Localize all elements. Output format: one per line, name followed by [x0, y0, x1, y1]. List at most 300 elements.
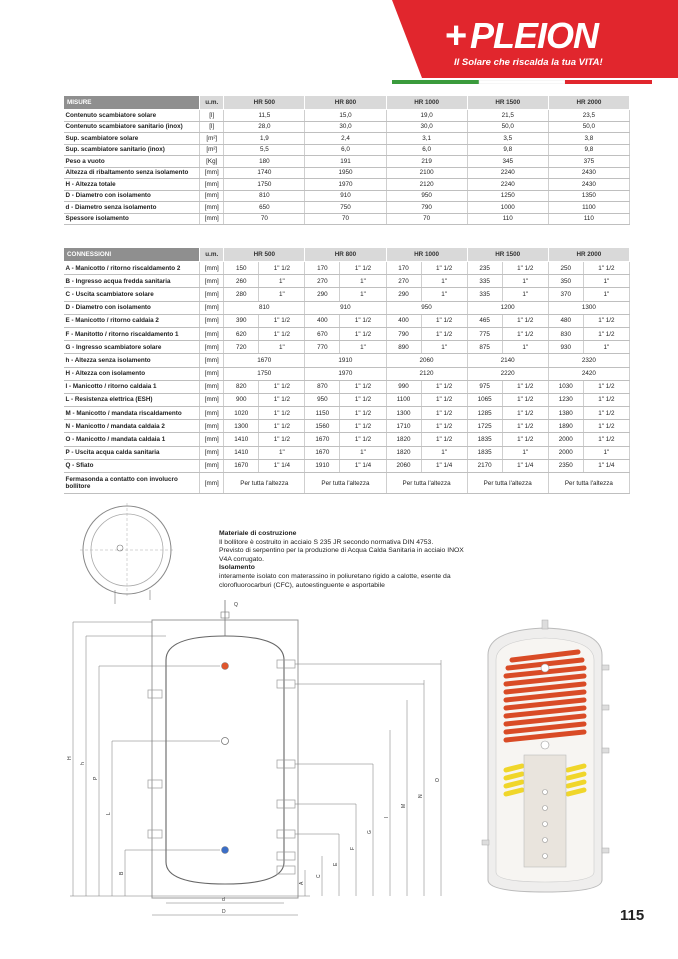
table-cell: 1" 1/2 — [340, 380, 386, 393]
table-cell: 400 — [305, 314, 340, 327]
table-cell: 875 — [467, 341, 502, 354]
table-cell: 1" 1/2 — [583, 327, 629, 340]
table-cell: 2240 — [467, 167, 548, 179]
connessioni-header-cell: HR 2000 — [548, 248, 629, 262]
table-cell: 1" 1/2 — [502, 262, 548, 275]
table-cell: 1" 1/2 — [502, 314, 548, 327]
material-title: Materiale di costruzione — [219, 530, 297, 537]
table-cell: 1835 — [467, 446, 502, 459]
row-label: O - Manicotto / mandata caldaia 1 — [64, 433, 200, 446]
table-cell: 11,5 — [224, 110, 305, 122]
table-cell: 350 — [548, 275, 583, 288]
row-unit: [mm] — [200, 327, 224, 340]
table-cell: 1" 1/2 — [340, 327, 386, 340]
connessioni-header-cell: HR 500 — [224, 248, 305, 262]
table-cell: 390 — [224, 314, 259, 327]
table-cell: 50,0 — [467, 121, 548, 133]
insulation-line: clorofluorocarburi (CFC), autoestinguente e asportabile — [219, 581, 385, 589]
table-cell: 1" 1/4 — [340, 459, 386, 472]
table-cell: 110 — [467, 213, 548, 225]
table-cell: 1300 — [548, 301, 629, 314]
table-cell: 2,4 — [305, 133, 386, 145]
table-cell: 1230 — [548, 393, 583, 406]
table-cell: 830 — [548, 327, 583, 340]
table-cell: 1" 1/2 — [259, 380, 305, 393]
table-cell: 19,0 — [386, 110, 467, 122]
table-cell: Per tutta l'altezza — [386, 473, 467, 494]
row-unit: [l] — [200, 110, 224, 122]
table-cell: 2240 — [467, 179, 548, 191]
table-cell: 1" — [340, 288, 386, 301]
table-cell: 1" 1/2 — [583, 433, 629, 446]
table-cell: 170 — [386, 262, 421, 275]
table-cell: 191 — [305, 156, 386, 168]
table-cell: 1030 — [548, 380, 583, 393]
dimension-label-right: A — [299, 881, 305, 885]
row-label: E - Manicotto / ritorno caldaia 2 — [64, 314, 200, 327]
dimension-label-right: C — [316, 874, 322, 878]
table-cell: 1" — [340, 275, 386, 288]
table-cell: 1" — [421, 341, 467, 354]
table-cell: 2120 — [386, 367, 467, 380]
table-cell: 1020 — [224, 407, 259, 420]
table-cell: 1" 1/2 — [421, 393, 467, 406]
table-cell: 1" 1/2 — [340, 393, 386, 406]
table-cell: 465 — [467, 314, 502, 327]
table-cell: 1750 — [224, 367, 305, 380]
misure-header-cell: MISURE — [64, 96, 200, 110]
table-cell: 1" 1/2 — [340, 433, 386, 446]
row-unit: [mm] — [200, 420, 224, 433]
dimension-label-left: L — [106, 812, 112, 815]
diameter-small-label: d — [222, 897, 225, 903]
table-cell: 2320 — [548, 354, 629, 367]
table-cell: 1300 — [386, 407, 421, 420]
row-label: D - Diametro con isolamento — [64, 301, 200, 314]
table-cell: 1" — [340, 446, 386, 459]
material-line: Previsto di serpentino per la produzione di Acqua Calda Sanitaria in acciaio INOX — [219, 547, 464, 555]
table-cell: 335 — [467, 288, 502, 301]
table-cell: 1910 — [305, 459, 340, 472]
dimension-label-left: h — [80, 762, 86, 765]
table-cell: 1" 1/2 — [502, 393, 548, 406]
row-unit: [mm] — [200, 288, 224, 301]
row-unit: [mm] — [200, 380, 224, 393]
table-cell: 1670 — [305, 446, 340, 459]
row-label: A - Manicotto / ritorno riscaldamento 2 — [64, 262, 200, 275]
table-cell: 280 — [224, 288, 259, 301]
table-cell: 1" 1/2 — [583, 262, 629, 275]
row-unit: [mm] — [200, 275, 224, 288]
table-cell: 1" — [583, 341, 629, 354]
row-label: Fermasonda a contatto con involucro bollitore — [64, 473, 200, 494]
table-cell: 1" 1/4 — [421, 459, 467, 472]
table-cell: 1" 1/2 — [502, 420, 548, 433]
row-label: M - Manicotto / mandata riscaldamento — [64, 407, 200, 420]
table-cell: 1725 — [467, 420, 502, 433]
table-cell: 1" — [502, 446, 548, 459]
row-unit: [mm] — [200, 367, 224, 380]
table-cell: 290 — [305, 288, 340, 301]
table-cell: 1" 1/2 — [259, 314, 305, 327]
table-cell: 260 — [224, 275, 259, 288]
table-cell: 1" 1/2 — [421, 380, 467, 393]
table-cell: 910 — [305, 190, 386, 202]
table-cell: 6,0 — [305, 144, 386, 156]
brand-plus-icon: + — [445, 15, 468, 57]
row-label: Peso a vuoto — [64, 156, 200, 168]
row-label: L - Resistenza elettrica (ESH) — [64, 393, 200, 406]
table-cell: 1670 — [224, 354, 305, 367]
table-cell: 70 — [305, 213, 386, 225]
table-cell: 1" — [583, 275, 629, 288]
material-line: V4A corrugato. — [219, 555, 264, 563]
row-label: Sup. scambiatore sanitario (inox) — [64, 144, 200, 156]
mid-connection-marker — [222, 738, 229, 745]
table-cell: 1910 — [305, 354, 386, 367]
table-cell: 21,5 — [467, 110, 548, 122]
table-cell: 930 — [548, 341, 583, 354]
table-cell: 2060 — [386, 354, 467, 367]
table-cell: 1065 — [467, 393, 502, 406]
top-view-drawing — [80, 503, 174, 604]
table-cell: 1950 — [305, 167, 386, 179]
table-cell: 1" 1/2 — [421, 262, 467, 275]
row-unit: [mm] — [200, 341, 224, 354]
table-cell: 3,8 — [548, 133, 629, 145]
row-unit: [mm] — [200, 179, 224, 191]
table-cell: 180 — [224, 156, 305, 168]
dimension-label-left: H — [67, 756, 73, 760]
table-cell: 1710 — [386, 420, 421, 433]
table-cell: 1" 1/2 — [583, 393, 629, 406]
table-cell: 2350 — [548, 459, 583, 472]
table-cell: 810 — [224, 301, 305, 314]
table-cell: 1890 — [548, 420, 583, 433]
dimension-label-right: M — [401, 803, 407, 808]
table-cell: 1100 — [548, 202, 629, 214]
dimension-label-right: O — [435, 778, 441, 782]
table-cell: 15,0 — [305, 110, 386, 122]
misure-header-cell: HR 500 — [224, 96, 305, 110]
table-cell: 950 — [305, 393, 340, 406]
table-cell: 370 — [548, 288, 583, 301]
table-cell: 270 — [305, 275, 340, 288]
table-cell: 9,8 — [548, 144, 629, 156]
row-label: h - Altezza senza isolamento — [64, 354, 200, 367]
material-line: Il bollitore è costruito in acciaio S 235 JR secondo normativa DIN 4753. — [219, 538, 434, 546]
dimension-label-left: B — [119, 871, 125, 875]
table-cell: 1" 1/2 — [421, 327, 467, 340]
table-cell: 1" — [259, 341, 305, 354]
table-cell: 2000 — [548, 433, 583, 446]
table-cell: 950 — [386, 190, 467, 202]
table-cell: 235 — [467, 262, 502, 275]
row-unit: [mm] — [200, 446, 224, 459]
dimension-label-right: F — [350, 846, 356, 850]
table-cell: 1" — [583, 446, 629, 459]
table-cell: 1" 1/2 — [583, 420, 629, 433]
table-cell: 375 — [548, 156, 629, 168]
connessioni-header-cell: HR 1500 — [467, 248, 548, 262]
table-cell: 1" 1/2 — [259, 327, 305, 340]
table-cell: 1" 1/2 — [259, 433, 305, 446]
row-label: Altezza di ribaltamento senza isolamento — [64, 167, 200, 179]
table-cell: 1380 — [548, 407, 583, 420]
table-cell: 720 — [224, 341, 259, 354]
table-cell: 1670 — [305, 433, 340, 446]
table-cell: 1" 1/2 — [502, 327, 548, 340]
hot-connection-marker — [222, 663, 229, 670]
row-label: Contenuto scambiatore solare — [64, 110, 200, 122]
table-cell: 1820 — [386, 446, 421, 459]
table-cell: 70 — [386, 213, 467, 225]
table-cell: 110 — [548, 213, 629, 225]
table-cell: 975 — [467, 380, 502, 393]
table-cell: 1" — [583, 288, 629, 301]
table-cell: 1000 — [467, 202, 548, 214]
table-cell: 870 — [305, 380, 340, 393]
dimension-label-right: I — [384, 816, 390, 818]
table-cell: 335 — [467, 275, 502, 288]
misure-header-cell: HR 1000 — [386, 96, 467, 110]
table-cell: 170 — [305, 262, 340, 275]
row-unit: [l] — [200, 121, 224, 133]
table-cell: 775 — [467, 327, 502, 340]
row-label: Spessore isolamento — [64, 213, 200, 225]
misure-header-cell: HR 2000 — [548, 96, 629, 110]
insulation-line: interamente isolato con materassino in poliuretano rigido a calotte, esente da — [219, 572, 451, 580]
misure-header-cell: HR 1500 — [467, 96, 548, 110]
row-label: Q - Sfiato — [64, 459, 200, 472]
table-cell: 1300 — [224, 420, 259, 433]
table-cell: 2060 — [386, 459, 421, 472]
table-cell: 1" — [421, 446, 467, 459]
table-cell: 650 — [224, 202, 305, 214]
table-cell: 1" 1/2 — [421, 407, 467, 420]
dimension-label-right: N — [418, 794, 424, 798]
table-cell: 5,5 — [224, 144, 305, 156]
table-cell: 3,1 — [386, 133, 467, 145]
table-cell: 30,0 — [386, 121, 467, 133]
table-cell: 400 — [386, 314, 421, 327]
table-cell: 1820 — [386, 433, 421, 446]
row-unit: [mm] — [200, 167, 224, 179]
brand-logo-text: PLEION — [470, 15, 599, 56]
cold-connection-marker — [222, 847, 229, 854]
table-cell: 1410 — [224, 433, 259, 446]
table-cell: 1" — [502, 275, 548, 288]
row-unit: [mm] — [200, 354, 224, 367]
table-cell: 910 — [305, 301, 386, 314]
table-cell: 1" — [259, 275, 305, 288]
table-cell: 820 — [224, 380, 259, 393]
row-unit: [m²] — [200, 144, 224, 156]
table-cell: 1" 1/2 — [340, 407, 386, 420]
row-label: D - Diametro con isolamento — [64, 190, 200, 202]
row-label: H - Altezza totale — [64, 179, 200, 191]
row-label: H - Altezza con isolamento — [64, 367, 200, 380]
row-unit: [mm] — [200, 459, 224, 472]
table-cell: 1" 1/2 — [583, 314, 629, 327]
table-cell: 810 — [224, 190, 305, 202]
table-cell: 1250 — [467, 190, 548, 202]
connessioni-header-cell: u.m. — [200, 248, 224, 262]
table-cell: 790 — [386, 202, 467, 214]
row-label: N - Manicotto / mandata caldaia 2 — [64, 420, 200, 433]
table-cell: 1560 — [305, 420, 340, 433]
table-cell: 1970 — [305, 179, 386, 191]
table-cell: 1" 1/2 — [340, 314, 386, 327]
row-label: F - Manitotto / ritorno riscaldamento 1 — [64, 327, 200, 340]
brand-tagline: Il Solare che riscalda la tua VITA! — [454, 57, 603, 68]
table-cell: 1" — [421, 275, 467, 288]
table-cell: 670 — [305, 327, 340, 340]
table-cell: 23,5 — [548, 110, 629, 122]
table-cell: Per tutta l'altezza — [305, 473, 386, 494]
table-cell: 950 — [386, 301, 467, 314]
table-cell: 790 — [386, 327, 421, 340]
row-label: B - Ingresso acqua fredda sanitaria — [64, 275, 200, 288]
row-label: Contenuto scambiatore sanitario (inox) — [64, 121, 200, 133]
table-cell: 1835 — [467, 433, 502, 446]
table-cell: 1" 1/2 — [259, 393, 305, 406]
table-cell: 1" 1/2 — [259, 407, 305, 420]
table-cell: 1" 1/2 — [502, 380, 548, 393]
table-cell: 1" 1/4 — [502, 459, 548, 472]
table-cell: 1" 1/2 — [502, 433, 548, 446]
row-unit: [mm] — [200, 407, 224, 420]
row-unit: [mm] — [200, 301, 224, 314]
dimension-label-right: G — [367, 830, 373, 834]
table-cell: 1150 — [305, 407, 340, 420]
table-cell: 990 — [386, 380, 421, 393]
row-label: d - Diametro senza isolamento — [64, 202, 200, 214]
table-cell: 1200 — [467, 301, 548, 314]
table-cell: 1" — [421, 288, 467, 301]
table-cell: 1" 1/2 — [340, 262, 386, 275]
row-label: P - Uscita acqua calda sanitaria — [64, 446, 200, 459]
table-cell: 1" — [502, 288, 548, 301]
connessioni-header-cell: CONNESSIONI — [64, 248, 200, 262]
table-cell: 1,9 — [224, 133, 305, 145]
table-cell: 1670 — [224, 459, 259, 472]
row-unit: [mm] — [200, 190, 224, 202]
table-cell: 150 — [224, 262, 259, 275]
misure-header-cell: u.m. — [200, 96, 224, 110]
table-cell: 1410 — [224, 446, 259, 459]
table-cell: 1" 1/2 — [259, 262, 305, 275]
table-cell: 2430 — [548, 179, 629, 191]
table-cell: 620 — [224, 327, 259, 340]
table-cell: 900 — [224, 393, 259, 406]
table-cell: 219 — [386, 156, 467, 168]
connessioni-header-cell: HR 800 — [305, 248, 386, 262]
table-cell: 2100 — [386, 167, 467, 179]
table-cell: Per tutta l'altezza — [548, 473, 629, 494]
row-unit: [m²] — [200, 133, 224, 145]
row-unit: [mm] — [200, 213, 224, 225]
table-cell: 2430 — [548, 167, 629, 179]
table-cell: 2120 — [386, 179, 467, 191]
table-cell: 1350 — [548, 190, 629, 202]
table-cell: 1" 1/2 — [583, 407, 629, 420]
table-cell: 70 — [224, 213, 305, 225]
section-view-drawing — [70, 600, 441, 915]
table-cell: 1" 1/4 — [259, 459, 305, 472]
row-label: C - Uscita scambiatore solare — [64, 288, 200, 301]
row-unit: [mm] — [200, 314, 224, 327]
table-cell: 1" 1/2 — [421, 433, 467, 446]
table-cell: 1" — [340, 341, 386, 354]
row-label: G - Ingresso scambiatore solare — [64, 341, 200, 354]
table-cell: 1970 — [305, 367, 386, 380]
table-cell: 345 — [467, 156, 548, 168]
vent-label: Q — [234, 602, 238, 608]
table-cell: 1" — [259, 288, 305, 301]
misure-header-cell: HR 800 — [305, 96, 386, 110]
row-label: I - Manicotto / ritorno caldaia 1 — [64, 380, 200, 393]
row-unit: [Kg] — [200, 156, 224, 168]
row-unit: [mm] — [200, 393, 224, 406]
table-cell: 1" 1/2 — [421, 314, 467, 327]
page-number: 115 — [620, 907, 645, 924]
table-cell: 2140 — [467, 354, 548, 367]
table-cell: 1" — [259, 446, 305, 459]
table-cell: 1" — [502, 341, 548, 354]
connessioni-header-cell: HR 1000 — [386, 248, 467, 262]
table-cell: 290 — [386, 288, 421, 301]
row-unit: [mm] — [200, 202, 224, 214]
table-cell: 890 — [386, 341, 421, 354]
table-cell: 250 — [548, 262, 583, 275]
table-cell: 1100 — [386, 393, 421, 406]
table-cell: 270 — [386, 275, 421, 288]
cutaway-illustration — [482, 620, 609, 892]
table-cell: 2000 — [548, 446, 583, 459]
table-cell: 1750 — [224, 179, 305, 191]
table-cell: 750 — [305, 202, 386, 214]
row-unit: [mm] — [200, 262, 224, 275]
table-cell: 1285 — [467, 407, 502, 420]
table-cell: 1" 1/2 — [583, 380, 629, 393]
table-cell: Per tutta l'altezza — [224, 473, 305, 494]
table-cell: Per tutta l'altezza — [467, 473, 548, 494]
table-cell: 2420 — [548, 367, 629, 380]
table-cell: 50,0 — [548, 121, 629, 133]
table-cell: 770 — [305, 341, 340, 354]
insulation-title: Isolamento — [219, 564, 255, 572]
table-cell: 2220 — [467, 367, 548, 380]
table-cell: 6,0 — [386, 144, 467, 156]
table-cell: 1" 1/2 — [340, 420, 386, 433]
dimension-label-left: P — [93, 776, 99, 780]
row-label: Sup. scambiatore solare — [64, 133, 200, 145]
dimension-label-right: E — [333, 862, 339, 866]
table-cell: 28,0 — [224, 121, 305, 133]
table-cell: 30,0 — [305, 121, 386, 133]
table-cell: 9,8 — [467, 144, 548, 156]
table-cell: 3,5 — [467, 133, 548, 145]
table-cell: 1" 1/2 — [259, 420, 305, 433]
table-cell: 1" 1/2 — [502, 407, 548, 420]
table-cell: 2170 — [467, 459, 502, 472]
diameter-large-label: D — [222, 909, 226, 915]
row-unit: [mm] — [200, 433, 224, 446]
row-unit: [mm] — [200, 473, 224, 494]
table-cell: 1" 1/4 — [583, 459, 629, 472]
table-cell: 1" 1/2 — [421, 420, 467, 433]
